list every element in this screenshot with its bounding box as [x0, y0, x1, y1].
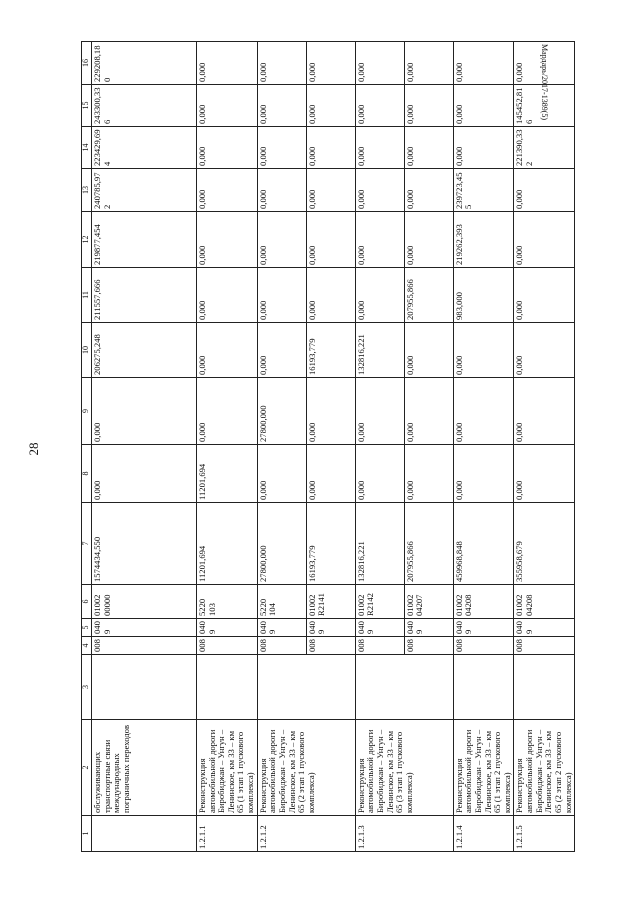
cell-c14: 0,000 [453, 127, 514, 169]
cell-c7: 27800,000 [257, 503, 306, 585]
cell-c11: 0,000 [355, 268, 404, 323]
table-row-continuation [91, 42, 196, 852]
cell-c3 [514, 655, 575, 720]
cell-c6: 01002 04208 [514, 585, 575, 619]
header-cell: 10 [82, 323, 92, 378]
cell-c10: 16193,779 [306, 323, 355, 378]
cell-c13: 0,000 [404, 169, 453, 212]
cell-c8: 0,000 [91, 445, 196, 503]
header-cell: 6 [82, 585, 92, 619]
table-row [257, 42, 306, 852]
cell-c6: 01002 04208 [453, 585, 514, 619]
cell-c7: 459968,848 [453, 503, 514, 585]
cell-c7: 11201,694 [196, 503, 257, 585]
cell-c11: 983,000 [453, 268, 514, 323]
header-cell: 15 [82, 85, 92, 127]
cell-c3 [196, 655, 257, 720]
header-cell: 7 [82, 503, 92, 585]
page-number: 28 [26, 442, 41, 456]
cell-c8: 0,000 [453, 445, 514, 503]
row-id [91, 816, 196, 852]
cell-c5: 0409 [196, 619, 257, 637]
cell-c16: 0,000 [355, 42, 404, 85]
cell-c14: 221390,332 [514, 127, 575, 169]
cell-c6: 01002 04207 [404, 585, 453, 619]
cell-c15: 0,000 [257, 85, 306, 127]
cell-c15: 0,000 [196, 85, 257, 127]
cell-c3 [257, 655, 355, 720]
budget-table [81, 41, 575, 852]
cell-c10: 0,000 [404, 323, 453, 378]
cell-c13: 0,000 [355, 169, 404, 212]
cell-c11: 0,000 [257, 268, 306, 323]
cell-c14: 223429,694 [91, 127, 196, 169]
cell-c7: 1574434,550 [91, 503, 196, 585]
cell-c10: 0,000 [257, 323, 306, 378]
header-cell: 1 [82, 816, 92, 852]
cell-c9: 0,000 [514, 378, 575, 445]
cell-c7: 132816,221 [355, 503, 404, 585]
header-cell: 5 [82, 619, 92, 637]
cell-c4: 008 [355, 637, 404, 655]
cell-c6: 01002 00000 [91, 585, 196, 619]
row-id: 1.2.1.4 [453, 816, 514, 852]
cell-c14: 0,000 [196, 127, 257, 169]
cell-c13: 240785,972 [91, 169, 196, 212]
cell-c16: 0,000 [404, 42, 453, 85]
cell-c11: 0,000 [514, 268, 575, 323]
header-row [82, 42, 92, 852]
cell-c6: 01002 R2142 [355, 585, 404, 619]
cell-c5: 0409 [91, 619, 196, 637]
cell-c16: 0,000 [306, 42, 355, 85]
cell-c11: 0,000 [196, 268, 257, 323]
cell-c7: 355958,679 [514, 503, 575, 585]
cell-c8: 0,000 [355, 445, 404, 503]
cell-c13: 0,000 [196, 169, 257, 212]
cell-c9: 0,000 [196, 378, 257, 445]
cell-c6: 01002 R2141 [306, 585, 355, 619]
table-row [355, 42, 404, 852]
cell-c8: 0,000 [404, 445, 453, 503]
cell-c15: 0,000 [306, 85, 355, 127]
row-name: обслуживающих транспортные связи международных пограничных переходов [91, 720, 196, 816]
cell-c14: 0,000 [404, 127, 453, 169]
cell-c9: 0,000 [91, 378, 196, 445]
header-cell: 11 [82, 268, 92, 323]
cell-c16: 0,000 [196, 42, 257, 85]
cell-c9: 0,000 [355, 378, 404, 445]
cell-c4: 008 [306, 637, 355, 655]
cell-c15: 0,000 [355, 85, 404, 127]
cell-c15: 0,000 [453, 85, 514, 127]
row-name: Реконструкция автомобильной дороги Биробиджан – Унгун – Ленинское, км 33 – км 65 (2 этап 2 пускового комплекса) [514, 720, 575, 816]
cell-c11: 207955,866 [404, 268, 453, 323]
cell-c14: 0,000 [306, 127, 355, 169]
header-cell: 2 [82, 720, 92, 816]
cell-c11: 211557,666 [91, 268, 196, 323]
cell-c15: 145452,816 [514, 85, 575, 127]
cell-c12: 0,000 [196, 212, 257, 268]
cell-c16: 0,000 [453, 42, 514, 85]
table-row [196, 42, 257, 852]
document-code: Мардарь/2017-1389(5) [540, 44, 549, 121]
cell-c4: 008 [196, 637, 257, 655]
cell-c16: 229208,180 [91, 42, 196, 85]
cell-c13: 0,000 [257, 169, 306, 212]
cell-c13: 0,000 [514, 169, 575, 212]
cell-c15: 0,000 [404, 85, 453, 127]
cell-c4: 008 [257, 637, 306, 655]
cell-c8: 0,000 [514, 445, 575, 503]
cell-c14: 0,000 [257, 127, 306, 169]
cell-c12: 219262,393 [453, 212, 514, 268]
row-name: Реконструкция автомобильной дороги Биробиджан – Унгун – Ленинское, км 33 – км 65 (1 этап 1 пускового комплекса) [196, 720, 257, 816]
cell-c12: 0,000 [306, 212, 355, 268]
cell-c12: 219877,454 [91, 212, 196, 268]
table-row [514, 42, 575, 852]
cell-c12: 0,000 [404, 212, 453, 268]
cell-c10: 0,000 [453, 323, 514, 378]
cell-c10: 132816,221 [355, 323, 404, 378]
row-name: Реконструкция автомобильной дороги Биробиджан – Унгун – Ленинское, км 33 – км 65 (3 этап 1 пускового комплекса) [355, 720, 453, 816]
row-name: Реконструкция автомобильной дороги Биробиджан – Унгун – Ленинское, км 33 – км 65 (2 этап 1 пускового комплекса) [257, 720, 355, 816]
cell-c6: 5220 103 [196, 585, 257, 619]
cell-c9: 0,000 [453, 378, 514, 445]
cell-c3 [453, 655, 514, 720]
cell-c5: 0409 [355, 619, 404, 637]
cell-c4: 008 [404, 637, 453, 655]
cell-c10: 0,000 [196, 323, 257, 378]
row-id: 1.2.1.5 [514, 816, 575, 852]
header-cell: 4 [82, 637, 92, 655]
cell-c9: 0,000 [306, 378, 355, 445]
cell-c4: 008 [514, 637, 575, 655]
cell-c7: 207955,866 [404, 503, 453, 585]
header-cell: 14 [82, 127, 92, 169]
header-cell: 3 [82, 655, 92, 720]
cell-c13: 0,000 [306, 169, 355, 212]
cell-c4: 008 [91, 637, 196, 655]
cell-c12: 0,000 [257, 212, 306, 268]
cell-c8: 11201,694 [196, 445, 257, 503]
cell-c8: 0,000 [306, 445, 355, 503]
cell-c14: 0,000 [355, 127, 404, 169]
header-cell: 9 [82, 378, 92, 445]
header-cell: 12 [82, 212, 92, 268]
cell-c5: 0409 [257, 619, 306, 637]
cell-c8: 0,000 [257, 445, 306, 503]
cell-c5: 0409 [514, 619, 575, 637]
row-name: Реконструкция автомобильной дороги Биробиджан – Унгун – Ленинское, км 33 – км 65 (1 этап 2 пускового комплекса) [453, 720, 514, 816]
cell-c12: 0,000 [514, 212, 575, 268]
header-cell: 13 [82, 169, 92, 212]
cell-c9: 0,000 [404, 378, 453, 445]
table-row [453, 42, 514, 852]
cell-c5: 0409 [306, 619, 355, 637]
cell-c7: 16193,779 [306, 503, 355, 585]
cell-c3 [355, 655, 453, 720]
cell-c12: 0,000 [355, 212, 404, 268]
header-cell: 16 [82, 42, 92, 85]
cell-c6: 5220 104 [257, 585, 306, 619]
row-id: 1.2.1.3 [355, 816, 453, 852]
cell-c9: 27800,000 [257, 378, 306, 445]
cell-c11: 0,000 [306, 268, 355, 323]
header-cell: 8 [82, 445, 92, 503]
row-id: 1.2.1.2 [257, 816, 355, 852]
cell-c10: 0,000 [514, 323, 575, 378]
row-id: 1.2.1.1 [196, 816, 257, 852]
cell-c3 [91, 655, 196, 720]
cell-c16: 0,000 [514, 42, 575, 85]
cell-c13: 239723,455 [453, 169, 514, 212]
cell-c5: 0409 [453, 619, 514, 637]
cell-c5: 0409 [404, 619, 453, 637]
cell-c15: 243300,336 [91, 85, 196, 127]
cell-c16: 0,000 [257, 42, 306, 85]
cell-c4: 008 [453, 637, 514, 655]
cell-c10: 206275,248 [91, 323, 196, 378]
